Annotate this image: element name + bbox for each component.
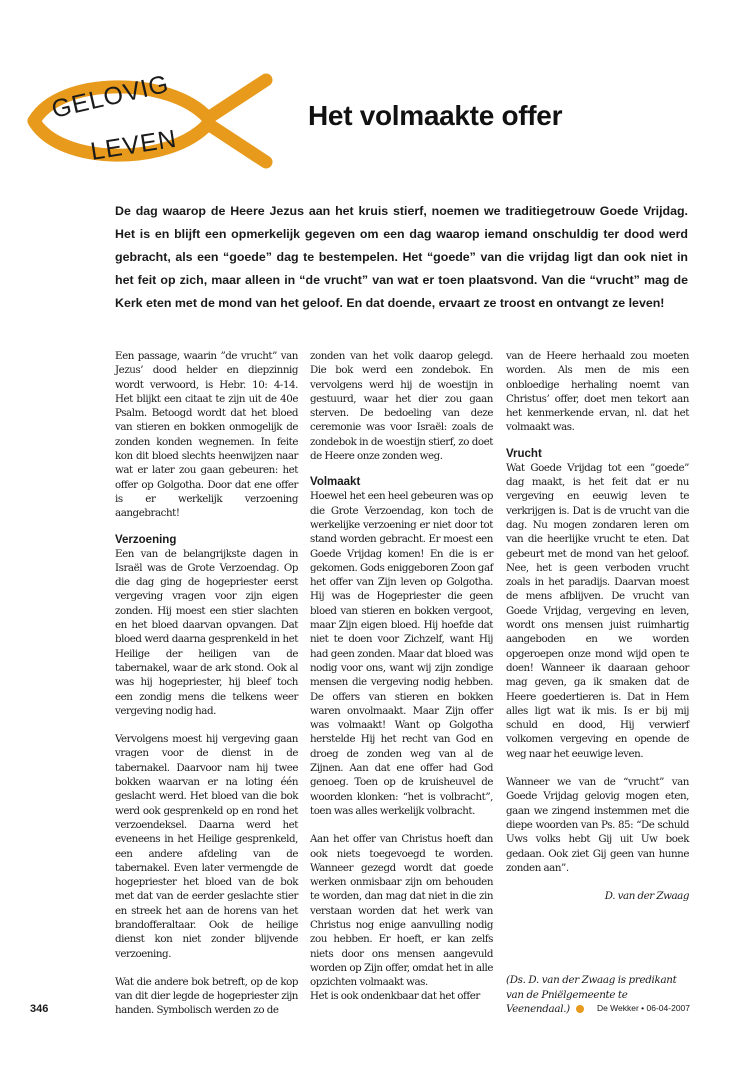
- gelovig-leven-fish-logo: [20, 66, 280, 176]
- col1-paragraph-2: Een van de belangrijkste dagen in Israël was de Grote Verzoendag. Op die dag ging de hogepriester eerst vergeving vragen voor zijn eigen zonden. Hij moest een stier slachten en het bloed daarvan opvangen. Dat bloed werd daarna gesprenkeld in het Heilige der heiligen van de tabernakel, waar de ark stond. Ook al was hij hogepriester, hij bleef toch een zondig mens die telkens weer vergeving nodig had.: [115, 547, 298, 717]
- column-2: [310, 349, 493, 1004]
- end-mark-dot-icon: [576, 1005, 584, 1013]
- author-note-text: (Ds. D. van der Zwaag is predikant van de Pniëlgemeente te Veenendaal.): [506, 974, 677, 1015]
- col3-paragraph-1: van de Heere herhaald zou moeten worden. Als men de mis een onbloedige herhaling noemt van Christus’ offer, doet men tekort aan het kenmerkende ervan, nl. dat het volmaakt was.: [506, 350, 689, 434]
- page-number: 346: [30, 1003, 49, 1015]
- column-3: [506, 349, 689, 1016]
- col2-paragraph-4: Het is ook ondenkbaar dat het offer: [310, 990, 480, 1003]
- col1-paragraph-4: Wat die andere bok betreft, op de kop van dit dier legde de hogepriester zijn handen. Symbolisch werden zo de: [115, 975, 298, 1017]
- article-title: Het volmaakte offer: [308, 100, 563, 131]
- heading-verzoening: Verzoening: [115, 533, 177, 546]
- author-signature: D. van der Zwaag: [604, 890, 689, 903]
- col2-paragraph-3: Aan het offer van Christus hoeft dan ook niets toegevoegd te worden. Wanneer gezegd wordt dat goede werken onmisbaar zijn om behouden te worden, dan mag dat niet in die zin verstaan worden dat het werk van Christus nog enige aanvulling nodig zou hebben. Er hoeft, er kan zelfs niets door ons mensen aangevuld worden op Zijn offer, omdat het in alle opzichten volmaakt was.: [310, 833, 493, 989]
- publication-footer: De Wekker • 06-04-2007: [596, 1003, 690, 1013]
- col2-paragraph-2: Hoewel het een heel gebeuren was op die Grote Verzoendag, kon toch de werkelijke verzoening er niet door tot stand worden gebracht. Er moest een Goede Vrijdag komen! En die is er gekomen. Gods eniggeboren Zoon gaf het offer van Zijn leven op Golgotha. Hij was de Hogepriester die geen bloed van stieren en bokken vergoot, maar Zijn eigen bloed. Hij hoefde dat niet te doen voor Zichzelf, want Hij had geen zonden. Maar dat bloed was nodig voor ons, want wij zijn zondige mensen die vergeving nodig hebben. De offers van stieren en bokken waren onvolmaakt. Maar Zijn offer was volmaakt! Want op Golgotha herstelde Hij het recht van God en droeg de zonden weg van al de Zijnen. Aan dat ene offer had God genoeg. Toen op de kruisheuvel de woorden klonken: “het is volbracht”, toen was alles werkelijk volbracht.: [310, 490, 493, 817]
- col1-paragraph-1: Een passage, waarin ”de vrucht” van Jezus’ dood helder en diepzinnig wordt verwoord, is Hebr. 10: 4-14. Het blijkt een citaat te zijn uit de 40e Psalm. Betoogd wordt dat het bloed van stieren en bokken onmogelijk de zonden konden wegnemen. In feite kon dit bloed slechts heenwijzen naar wat er later zou gaan gebeuren: het offer op Golgotha. Door dat ene offer is er werkelijk verzoening aangebracht!: [115, 350, 298, 520]
- intro-lead: [115, 200, 688, 315]
- col1-paragraph-3: Vervolgens moest hij vergeving gaan vragen voor de dienst in de tabernakel. Daarvoor nam hij twee bokken waarvan er na loting één geslacht werd. Het bloed van die bok werd ook gesprenkeld op en rond het verzoendeksel. Daarna werd het eveneens in het Heilige gesprenkeld, een andere afdeling van de tabernakel. Even later vermengde de hogepriester het bloed van de bok met dat van de eerder geslachte stier en streek het aan de horens van het brandofferaltaar. Ook de heilige dienst kon niet zonder blijvende verzoening.: [115, 733, 298, 960]
- intro-paragraph: De dag waarop de Heere Jezus aan het kruis stierf, noemen we traditiegetrouw Goede Vrijdag. Het is en blijft een opmerkelijk gegeven om een dag waarop iemand onschuldig ter dood werd gebracht, als een “goede” dag te bestempelen. Het “goede” van die vrijdag ligt dan ook niet in het feit op zich, maar alleen in “de vrucht” van wat er toen plaatsvond. Van die “vrucht” mag de Kerk eten met de mond van het geloof. En dat doende, ervaart ze troost en ontvangt ze leven!: [115, 204, 688, 310]
- column-1: [115, 349, 298, 1018]
- logo-line1: GELOVIG: [49, 69, 172, 124]
- logo-line2: LEVEN: [88, 124, 179, 166]
- heading-volmaakt: Volmaakt: [310, 476, 361, 489]
- col2-paragraph-1: zonden van het volk daarop gelegd. Die bok werd een zondebok. En vervolgens werd hij de woestijn in gestuurd, waar het dier zou gaan sterven. De bedoeling van deze ceremonie was voor Israël: zoals de zondebok in de woestijn stierf, zo doet de Heere onze zonden weg.: [310, 350, 493, 463]
- col3-paragraph-2: Wat Goede Vrijdag tot een ”goede” dag maakt, is het feit dat er nu vergeving en eeuwig leven te verkrijgen is. Dat is de vrucht van die dag. Nu mogen zondaren leren om van die heerlijke vrucht te eten. Dat gebeurt met de mond van het geloof. Nee, het is geen verboden vrucht zoals in het paradijs. Daarvan moest de mens afblijven. De vrucht van Goede Vrijdag, vergeving en leven, wordt ons mensen juist ruimhartig aangeboden en we worden opgeroepen onze mond wijd open te doen! Wanneer ik daaraan gehoor mag geven, ga ik smaken dat de Heere goedertieren is. Dat in Hem alles ligt wat ik mis. Is er bij mij schuld en dood, Hij verwierf volkomen vergeving en opende de weg naar het eeuwige leven.: [506, 461, 689, 760]
- col3-paragraph-3: Wanneer we van de “vrucht” van Goede Vrijdag gelovig mogen eten, gaan we zingend instemmen met die diepe woorden van Ps. 85: “De schuld Uws volks hebt Gij uit Uw boek gedaan. Ook ziet Gij geen van hunne zonden aan”.: [506, 776, 689, 874]
- heading-vrucht: Vrucht: [506, 447, 542, 460]
